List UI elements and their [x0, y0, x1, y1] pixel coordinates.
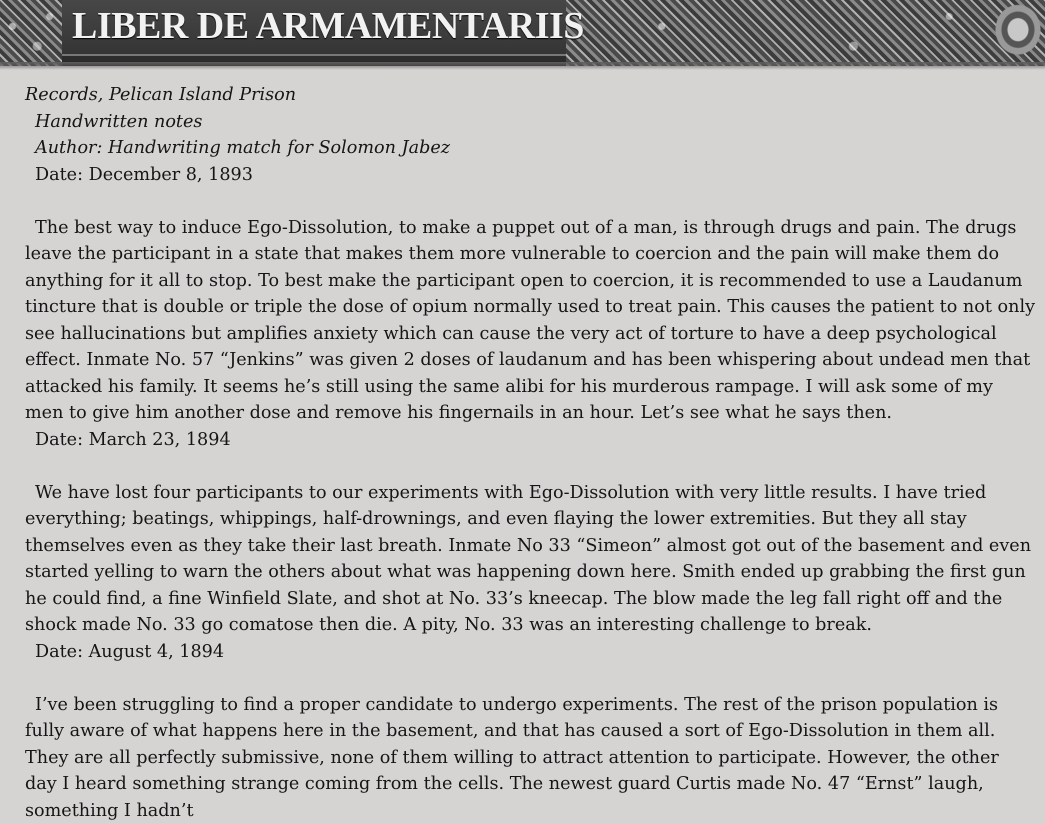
entry-text: I’ve been struggling to find a proper candidate to undergo experiments. The rest of the prison population is fully aware of what happens here in the basement, and that has caused a sort of Ego-Dissolution in them all. They are all perfectly submissive, none of them willing to attract attention to participate. However, the other day I heard something strange coming from the cells. The newest guard Curtis made No. 47 “Ernst” laugh, something I hadn’t — [25, 692, 1035, 824]
entry-text: The best way to induce Ego-Dissolution, to make a puppet out of a man, is through drugs and pain. The drugs leave the participant in a state that makes them more vulnerable to coercion and the pain will make them do anything for it all to stop. To best make the participant open to coercion, it is recommended to use a Laudanum tincture that is double or triple the dose of opium normally used to treat pain. This causes the patient to not only see hallucinations but amplifies anxiety which can cause the very act of torture to have a deep psychological effect. Inmate No. 57 “Jenkins” was given 2 doses of laudanum and has been whispering about undead men that attacked his family. It seems he’s still using the same alibi for his murderous rampage. I will ask some of my men to give him another dose and remove his fingernails in an hour. Let’s see what he says then. — [25, 215, 1035, 427]
entry-text: We have lost four participants to our experiments with Ego-Dissolution with very little results. I have tried everything; beatings, whippings, half-drownings, and even flaying the lower extremities. But they all stay themselves even as they take their last breath. Inmate No 33 “Simeon” almost got out of the basement and even started yelling to warn the others about what was happening down here. Smith ended up grabbing the first gun he could find, a fine Winfield Slate, and shot at No. 33’s kneecap. The blow made the leg fall right off and the shock made No. 33 go comatose then die. A pity, No. 33 was an interesting challenge to break. — [25, 480, 1035, 639]
entry-date: Date: December 8, 1893 — [25, 162, 1035, 189]
ornament-right-icon — [566, 0, 1045, 66]
document-author: Author: Handwriting match for Solomon Jabez — [25, 135, 1035, 162]
banner-shadow — [0, 62, 1045, 70]
document-type: Handwritten notes — [25, 109, 1035, 136]
page-title: LIBER DE ARMAMENTARIIS — [72, 4, 584, 48]
document-source: Records, Pelican Island Prison — [25, 82, 1035, 109]
header-banner — [0, 0, 1045, 66]
document-body — [25, 82, 1035, 824]
entry-date: Date: August 4, 1894 — [25, 639, 1035, 666]
ornament-left-icon — [0, 0, 62, 66]
entry-date: Date: March 23, 1894 — [25, 427, 1035, 454]
